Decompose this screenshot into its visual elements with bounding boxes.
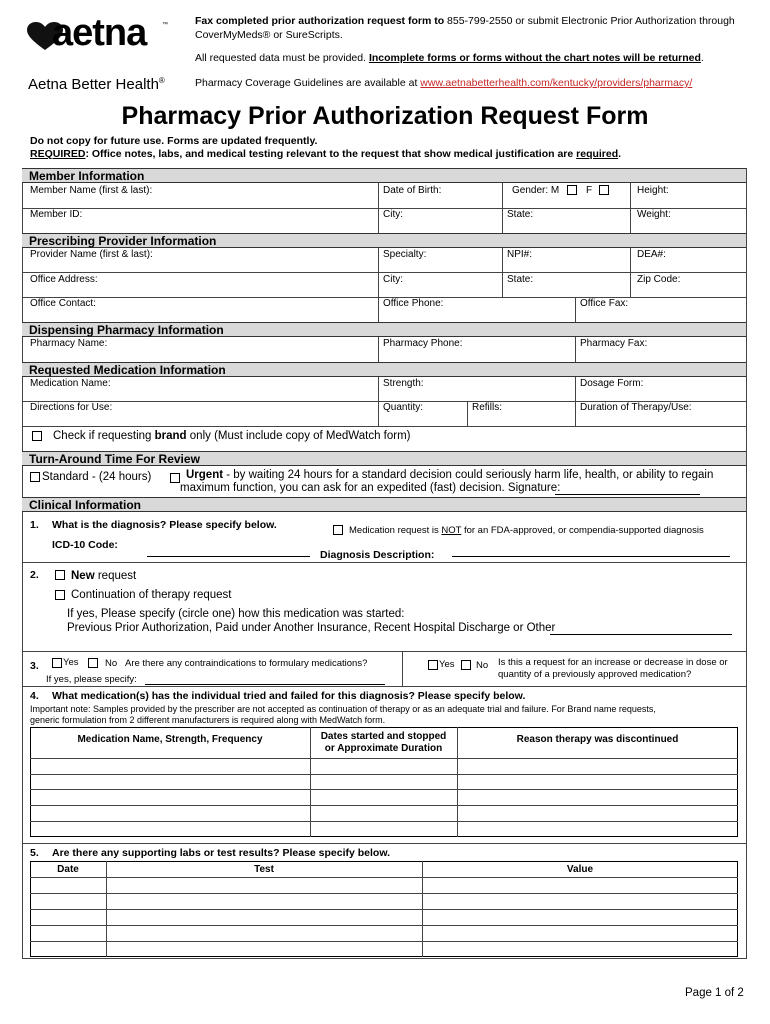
member-state-field[interactable]: State: [507, 209, 534, 220]
divider [467, 401, 468, 426]
new-request-label: New request [71, 570, 137, 582]
form-right-border [746, 168, 747, 958]
quantity-field[interactable]: Quantity: [383, 402, 424, 413]
how-started-options[interactable]: Previous Prior Authorization, Paid under Another Insurance, Recent Hospital Discharge or Other [67, 622, 556, 634]
required-data-note: All requested data must be provided. Incomplete forms or forms without the chart notes will be returned. [195, 52, 704, 64]
divider [22, 562, 746, 563]
urgent-checkbox[interactable] [170, 473, 180, 483]
contraindication-no-checkbox[interactable] [88, 658, 98, 668]
gender-field: Gender: M [512, 185, 560, 196]
divider [378, 183, 379, 233]
col-reason: Reason therapy was discontinued [516, 734, 679, 745]
table-row[interactable] [30, 805, 738, 806]
q3-number: 3. [30, 660, 39, 672]
divider [502, 183, 503, 233]
q4-note: Important note: Samples provided by the prescriber are not accepted as continuation of therapy or as an adequate trial and failure. For Brand name requests, generic formulation from 2 different manufacturers is required along with MedWatch form. [30, 704, 656, 725]
office-phone-field[interactable]: Office Phone: [383, 298, 444, 309]
q4-question: What medication(s) has the individual tried and failed for this diagnosis? Please specify below. [52, 690, 526, 702]
member-name-field[interactable]: Member Name (first & last): [30, 185, 153, 196]
npi-field[interactable]: NPI#: [507, 249, 533, 260]
dose-change-yes-checkbox[interactable] [428, 660, 438, 670]
dose-change-yes-label: Yes [439, 659, 455, 670]
q5-question: Are there any supporting labs or test results? Please specify below. [52, 847, 391, 859]
pharmacy-name-field[interactable]: Pharmacy Name: [30, 338, 108, 349]
duration-field[interactable]: Duration of Therapy/Use: [580, 402, 692, 413]
brand-checkbox[interactable] [32, 431, 42, 441]
q5-number: 5. [30, 847, 39, 859]
dea-field[interactable]: DEA#: [637, 249, 666, 260]
office-address-field[interactable]: Office Address: [30, 274, 98, 285]
table-row[interactable] [30, 925, 738, 926]
divider [22, 651, 746, 652]
table-row[interactable] [30, 821, 738, 822]
contraindication-yes-checkbox[interactable] [52, 658, 62, 668]
guidelines-link[interactable]: www.aetnabetterhealth.com/kentucky/providers/pharmacy/ [420, 77, 693, 89]
gender-m-checkbox[interactable] [567, 185, 577, 195]
table-row[interactable] [30, 909, 738, 910]
specialty-field[interactable]: Specialty: [383, 249, 427, 260]
divider [575, 297, 576, 322]
table-row[interactable] [30, 789, 738, 790]
section-clinical: Clinical Information [22, 497, 746, 512]
divider [22, 272, 746, 273]
page-title: Pharmacy Prior Authorization Request Form [121, 102, 649, 130]
height-field[interactable]: Height: [637, 185, 669, 196]
gender-f-label: F [586, 185, 593, 196]
contraindication-no-label: No [105, 658, 118, 669]
table-row[interactable] [30, 877, 738, 878]
other-specify-line[interactable] [550, 634, 732, 635]
member-id-field[interactable]: Member ID: [30, 209, 83, 220]
divider [378, 377, 379, 426]
notice-copy: Do not copy for future use. Forms are updated frequently. [30, 135, 318, 147]
col-value: Value [566, 864, 594, 875]
page-number: Page 1 of 2 [685, 987, 744, 999]
office-city-field[interactable]: City: [383, 274, 403, 285]
col-date: Date [57, 864, 79, 875]
contraindication-yes-label: Yes [63, 657, 79, 668]
q4-number: 4. [30, 690, 39, 702]
diagnosis-desc-label: Diagnosis Description: [320, 549, 435, 561]
q1-number: 1. [30, 519, 39, 531]
provider-name-field[interactable]: Provider Name (first & last): [30, 249, 153, 260]
continuation-checkbox[interactable] [55, 590, 65, 600]
dose-change-no-label: No [476, 660, 489, 671]
dob-field[interactable]: Date of Birth: [383, 185, 442, 196]
member-city-field[interactable]: City: [383, 209, 403, 220]
section-turnaround: Turn-Around Time For Review [22, 451, 746, 466]
gender-f-checkbox[interactable] [599, 185, 609, 195]
contraindication-specify-label: If yes, please specify: [46, 674, 137, 685]
non-fda-label: Medication request is NOT for an FDA-approved, or compendia-supported diagnosis [349, 525, 704, 536]
pharmacy-phone-field[interactable]: Pharmacy Phone: [383, 338, 463, 349]
divider [22, 843, 746, 844]
zip-field[interactable]: Zip Code: [637, 274, 681, 285]
icd-code-line[interactable] [147, 556, 310, 557]
divider [630, 248, 631, 297]
table-row[interactable] [30, 941, 738, 942]
divider [630, 183, 631, 233]
divider [22, 426, 746, 427]
standard-checkbox[interactable] [30, 472, 40, 482]
continuation-label: Continuation of therapy request [71, 589, 232, 601]
brand-request-label: Check if requesting brand only (Must include copy of MedWatch form) [53, 430, 411, 442]
office-state-field[interactable]: State: [507, 274, 534, 285]
pharmacy-fax-field[interactable]: Pharmacy Fax: [580, 338, 648, 349]
divider [378, 248, 379, 322]
contraindication-question: Are there any contraindications to formulary medications? [125, 658, 368, 669]
fax-instructions: Fax completed prior authorization request form to 855-799-2550 or submit Electronic Prior Authorization through CoverMyMeds® or SureScripts. [195, 15, 735, 41]
non-fda-checkbox[interactable] [333, 525, 343, 535]
medication-name-field[interactable]: Medication Name: [30, 378, 111, 389]
dose-change-question: Is this a request for an increase or decrease in dose or quantity of a previously approved medication? [498, 657, 728, 680]
form-bottom-border [22, 958, 747, 959]
guidelines-note: Pharmacy Coverage Guidelines are available at www.aetnabetterhealth.com/kentucky/providers/pharmacy/ [195, 77, 693, 89]
office-fax-field[interactable]: Office Fax: [580, 298, 629, 309]
divider [22, 686, 746, 687]
aetna-logo [26, 14, 186, 58]
divider [502, 248, 503, 297]
contraindication-specify-line[interactable] [145, 684, 385, 685]
how-started-prompt: If yes, Please specify (circle one) how this medication was started: [67, 608, 405, 620]
new-request-checkbox[interactable] [55, 570, 65, 580]
icd-label: ICD-10 Code: [52, 539, 118, 551]
refills-field[interactable]: Refills: [472, 402, 503, 413]
q1-question: What is the diagnosis? Please specify below. [52, 519, 277, 531]
table-row[interactable] [30, 758, 738, 759]
diagnosis-desc-line[interactable] [452, 556, 730, 557]
standard-label: Standard - (24 hours) [42, 471, 152, 483]
divider [402, 651, 403, 686]
divider [575, 337, 576, 362]
section-prescriber-info: Prescribing Provider Information [22, 233, 746, 248]
weight-field[interactable]: Weight: [637, 209, 671, 220]
dose-change-no-checkbox[interactable] [461, 660, 471, 670]
divider [378, 337, 379, 362]
office-contact-field[interactable]: Office Contact: [30, 298, 96, 309]
q2-number: 2. [30, 569, 39, 581]
section-member-info: Member Information [22, 168, 746, 183]
col-test: Test [254, 864, 274, 875]
signature-line[interactable] [555, 494, 700, 495]
form-left-border [22, 168, 23, 958]
directions-field[interactable]: Directions for Use: [30, 402, 113, 413]
notice-required: REQUIRED: Office notes, labs, and medical testing relevant to the request that show medical justification are required. [30, 148, 622, 160]
col-medication: Medication Name, Strength, Frequency [77, 734, 263, 745]
urgent-label: Urgent - by waiting 24 hours for a standard decision could seriously harm life, health, or ability to regain [186, 469, 714, 481]
divider [575, 377, 576, 426]
col-dates: Dates started and stopped or Approximate Duration [320, 731, 447, 754]
table-row[interactable] [30, 893, 738, 894]
strength-field[interactable]: Strength: [383, 378, 424, 389]
dosage-form-field[interactable]: Dosage Form: [580, 378, 644, 389]
urgent-label-line2: maximum function, you can ask for an expedited (fast) decision. Signature: [180, 482, 561, 494]
sub-brand: Aetna Better Health® [28, 76, 165, 93]
section-pharmacy-info: Dispensing Pharmacy Information [22, 322, 746, 337]
brand-wordmark: aetna [52, 12, 147, 54]
section-medication-info: Requested Medication Information [22, 362, 746, 377]
trademark-mark: ™ [162, 22, 168, 28]
table-row[interactable] [30, 774, 738, 775]
